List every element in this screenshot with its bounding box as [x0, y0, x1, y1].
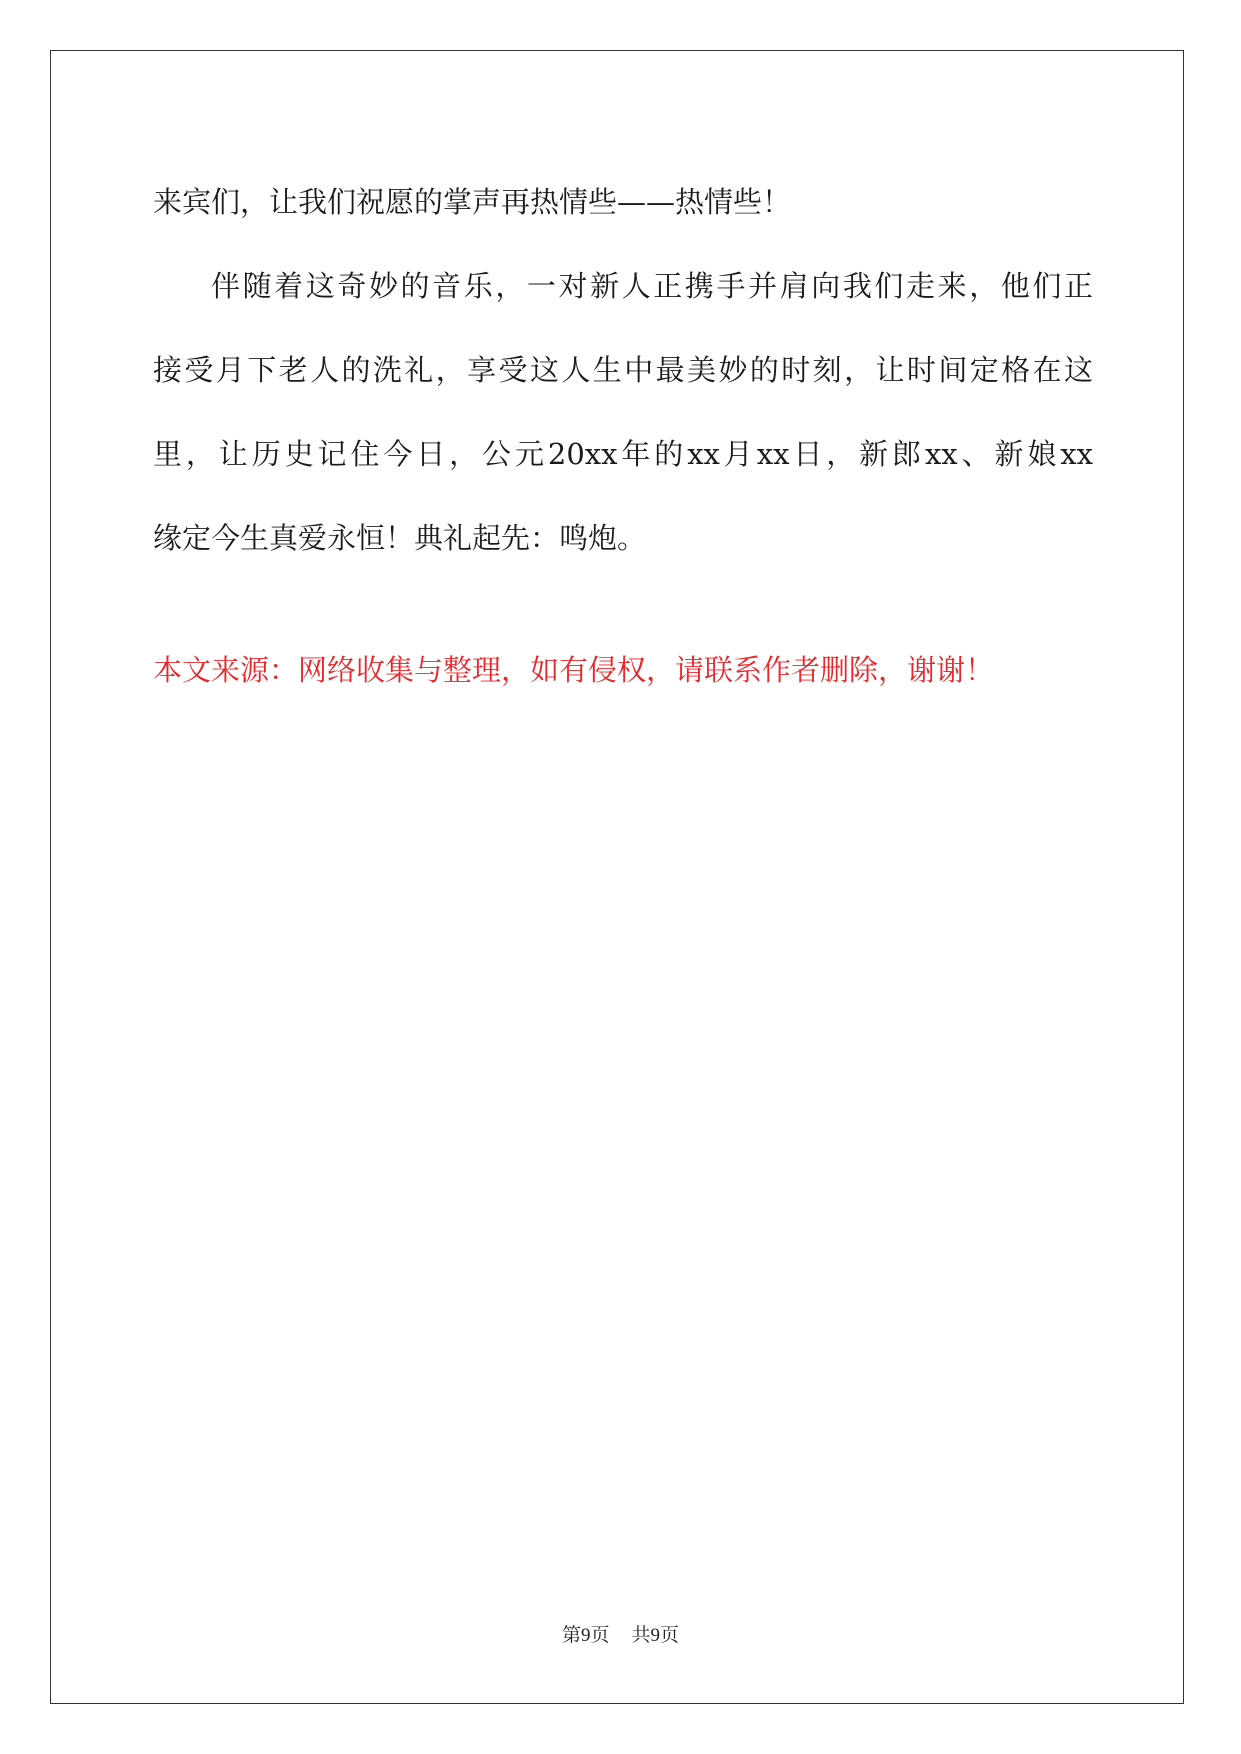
paragraph-1 [153, 160, 1093, 244]
document-body [153, 160, 1093, 580]
text-line: 伴随着这奇妙的音乐，一对新人正携手并肩向我们走来，他们正 [211, 269, 1093, 303]
text-line: 接受月下老人的洗礼，享受这人生中最美妙的时刻，让时间定格在这 [153, 353, 1093, 387]
text-line: 里，让历史记住今日，公元20xx年的xx月xx日，新郎xx、新娘xx [153, 437, 1093, 471]
total-page-count: 共9页 [631, 1625, 680, 1646]
paragraph-2 [153, 244, 1093, 580]
text-line: 来宾们，让我们祝愿的掌声再热情些——热情些！ [153, 185, 792, 219]
source-note: 本文来源：网络收集与整理，如有侵权，请联系作者删除，谢谢！ [153, 653, 995, 687]
text-line: 缘定今生真爱永恒！典礼起先：鸣炮。 [153, 521, 647, 555]
page-footer [0, 1620, 1241, 1647]
current-page-number: 第9页 [561, 1625, 610, 1646]
